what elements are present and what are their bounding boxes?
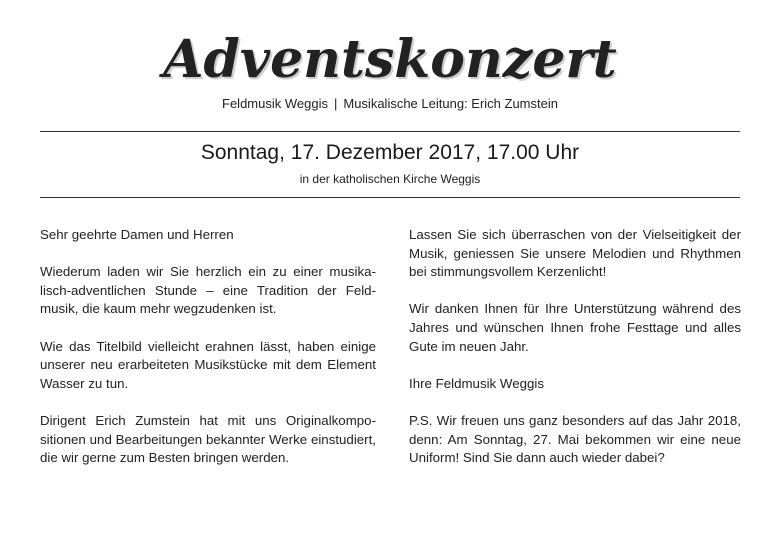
letter-paragraph: Lassen Sie sich überraschen von der Vielseitigkeit der Musik, geniessen Sie unsere Melodien und Rhythmen bei stimmungsvollem Kerzenlicht! [409, 227, 741, 280]
subtitle-separator: | [333, 96, 338, 111]
letter-paragraph: Dirigent Erich Zumstein hat mit uns Originalkompositionen und Bearbeitungen bekannter Werke einstudiert, die wir gerne zum Besten bringen werden. [40, 412, 376, 466]
letter-paragraph: Wiederum laden wir Sie herzlich ein zu einer musikalisch-adventlichen Stunde – eine Tradition der Feldmusik, die kaum mehr wegzudenken ist. [40, 264, 376, 317]
concert-title: Adventskonzert [163, 29, 617, 90]
signature: Ihre Feldmusik Weggis [409, 375, 544, 391]
top-divider [40, 131, 740, 132]
letter-paragraph: Wie das Titelbild vielleicht erahnen lässt, haben einige unserer neu erarbeiteten Musikstücke mit dem Element Wasser zu tun. [40, 338, 376, 391]
ensemble-name: Feldmusik Weggis [222, 96, 328, 111]
letter-left-column [40, 226, 376, 486]
conductor-credit: Musikalische Leitung: Erich Zumstein [343, 96, 558, 111]
bottom-divider [40, 197, 740, 198]
event-date: Sonntag, 17. Dezember 2017, 17.00 Uhr [200, 141, 580, 164]
subtitle [0, 95, 780, 113]
salutation: Sehr geehrte Damen und Herren [40, 227, 234, 242]
letter-paragraph: Wir danken Ihnen für Ihre Unterstützung während des Jahres und wünschen Ihnen frohe Festtage und alles Gute im neuen Jahr. [409, 301, 741, 354]
postscript: P.S. Wir freuen uns ganz besonders auf das Jahr 2018, denn: Am Sonntag, 27. Mai bekommen wir eine neue Uniform! Sind Sie dann auch wieder dabei? [409, 412, 741, 466]
event-venue: in der katholischen Kirche Weggis [299, 172, 481, 186]
letter-right-column [409, 226, 741, 486]
